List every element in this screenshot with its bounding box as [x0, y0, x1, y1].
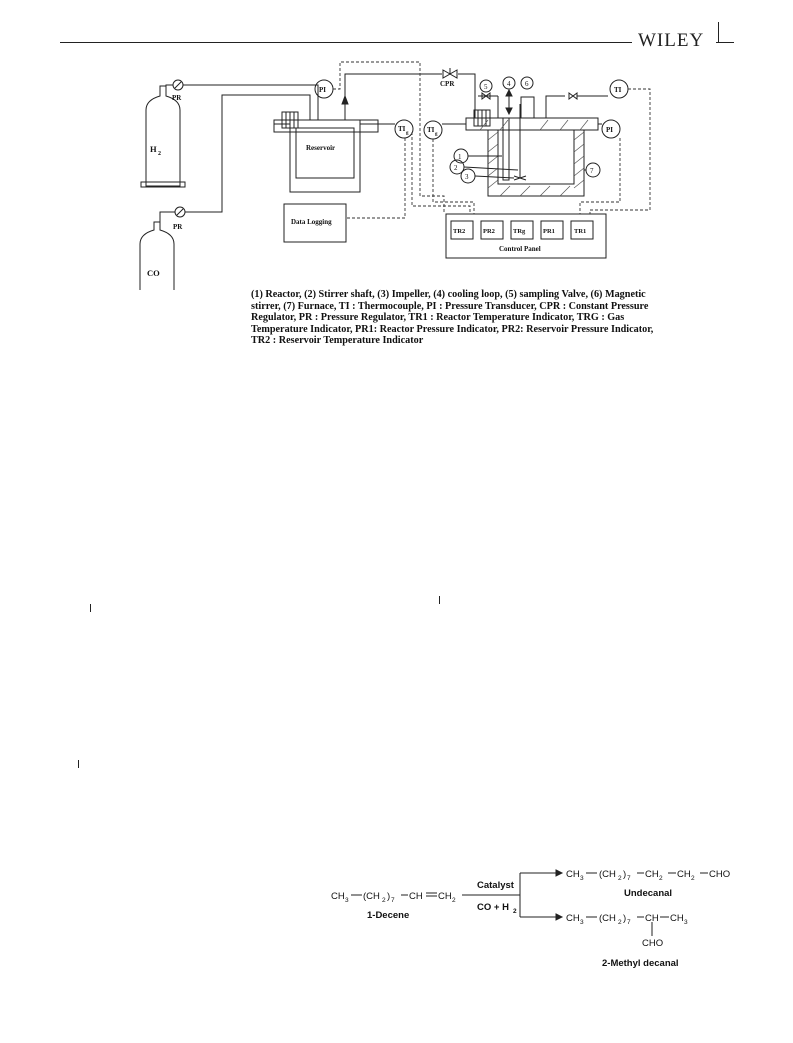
tig-left-label: TI [398, 125, 406, 133]
pr-bottom-label: PR [173, 223, 183, 231]
catalyst-label: Catalyst [477, 880, 514, 891]
panel-trg: TRg [513, 228, 526, 235]
data-logging-label: Data Logging [291, 218, 332, 226]
reactant-ch: CH [409, 891, 423, 902]
h2-label: H [150, 144, 157, 154]
number-7: 7 [590, 167, 594, 175]
tig-right-label: TI [427, 126, 435, 134]
panel-pr1: PR1 [543, 228, 555, 235]
panel-tr1: TR1 [574, 228, 587, 235]
product-top-ch2a-sub: 2 [659, 875, 663, 882]
product-bottom-ch3: CH [566, 913, 580, 924]
number-6: 6 [525, 80, 529, 88]
reservoir-label: Reservoir [306, 144, 336, 152]
cpr-label: CPR [440, 80, 455, 88]
number-5: 5 [484, 83, 488, 91]
reactant-ch2n-sub2: 7 [391, 897, 395, 904]
product-top-ch2n: (CH [599, 869, 616, 880]
product-bottom-ch2n-sub1: 2 [618, 919, 622, 926]
panel-tr2: TR2 [453, 228, 466, 235]
reactant-ch2n-close: ) [387, 891, 391, 902]
product-bottom-ch3b-sub: 3 [684, 919, 688, 926]
product-top-ch2n-sub2: 7 [627, 875, 631, 882]
reactant-ch2-sub: 2 [452, 897, 456, 904]
product-top-cho: CHO [709, 869, 731, 880]
reactant-ch2n: (CH [363, 891, 380, 902]
product-bottom-ch3-sub: 3 [580, 919, 584, 926]
co-label: CO [147, 268, 160, 278]
product-top-ch3-sub: 3 [580, 875, 584, 882]
product-bottom-ch2n-sub2: 7 [627, 919, 631, 926]
reactant-ch2: CH [438, 891, 452, 902]
product-bottom-ch: CH [645, 913, 659, 924]
product-top-ch2n-sub1: 2 [618, 875, 622, 882]
product-bottom-ch2n-close: ) [623, 913, 627, 924]
product-top-name: Undecanal [624, 888, 673, 899]
figure-caption: (1) Reactor, (2) Stirrer shaft, (3) Impeller, (4) cooling loop, (5) sampling Valve, (6) Magnetic stirrer, (7) Furnace, TI : Thermocouple, PI : Pressure Transducer, CPR : Constant Pressure Regulator, PR : Pressure Regulator, TR1 : Reactor Temperature Indicator, TRG : Gas Temperature Indicator, PR1: Reactor Pressure Indicator, PR2: Reservoir Pressure Indicator, TR2 : Reservoir Temperature Indicator [251, 289, 654, 347]
number-2: 2 [454, 164, 458, 172]
product-top-ch2b: CH [677, 869, 691, 880]
publisher-logo: WILEY [638, 30, 705, 51]
product-top-ch2b-sub: 2 [691, 875, 695, 882]
product-bottom-ch3b: CH [670, 913, 684, 924]
product-top-ch3: CH [566, 869, 580, 880]
product-top-ch2n-close: ) [623, 869, 627, 880]
product-bottom-ch2n: (CH [599, 913, 616, 924]
pi-right-label: PI [606, 126, 613, 134]
reactant-ch3: CH [331, 891, 345, 902]
tig-right-sub: g [435, 132, 438, 137]
product-top-ch2a: CH [645, 869, 659, 880]
gas-label: CO + H [477, 902, 509, 913]
number-4: 4 [507, 80, 511, 88]
h2-sub: 2 [158, 151, 161, 157]
reactant-ch2n-sub1: 2 [382, 897, 386, 904]
tig-left-sub: g [406, 131, 409, 136]
reactant-ch3-sub: 3 [345, 897, 349, 904]
ti-label: TI [614, 86, 622, 94]
pr-top-label: PR [172, 94, 182, 102]
number-3: 3 [465, 173, 469, 181]
number-1: 1 [458, 153, 462, 161]
control-panel-label: Control Panel [499, 245, 541, 253]
reactant-name: 1-Decene [367, 910, 410, 921]
gas-sub: 2 [513, 908, 517, 915]
product-bottom-name: 2-Methyl decanal [602, 958, 679, 969]
panel-pr2: PR2 [483, 228, 495, 235]
pi-left-label: PI [319, 86, 326, 94]
product-bottom-cho: CHO [642, 938, 664, 949]
